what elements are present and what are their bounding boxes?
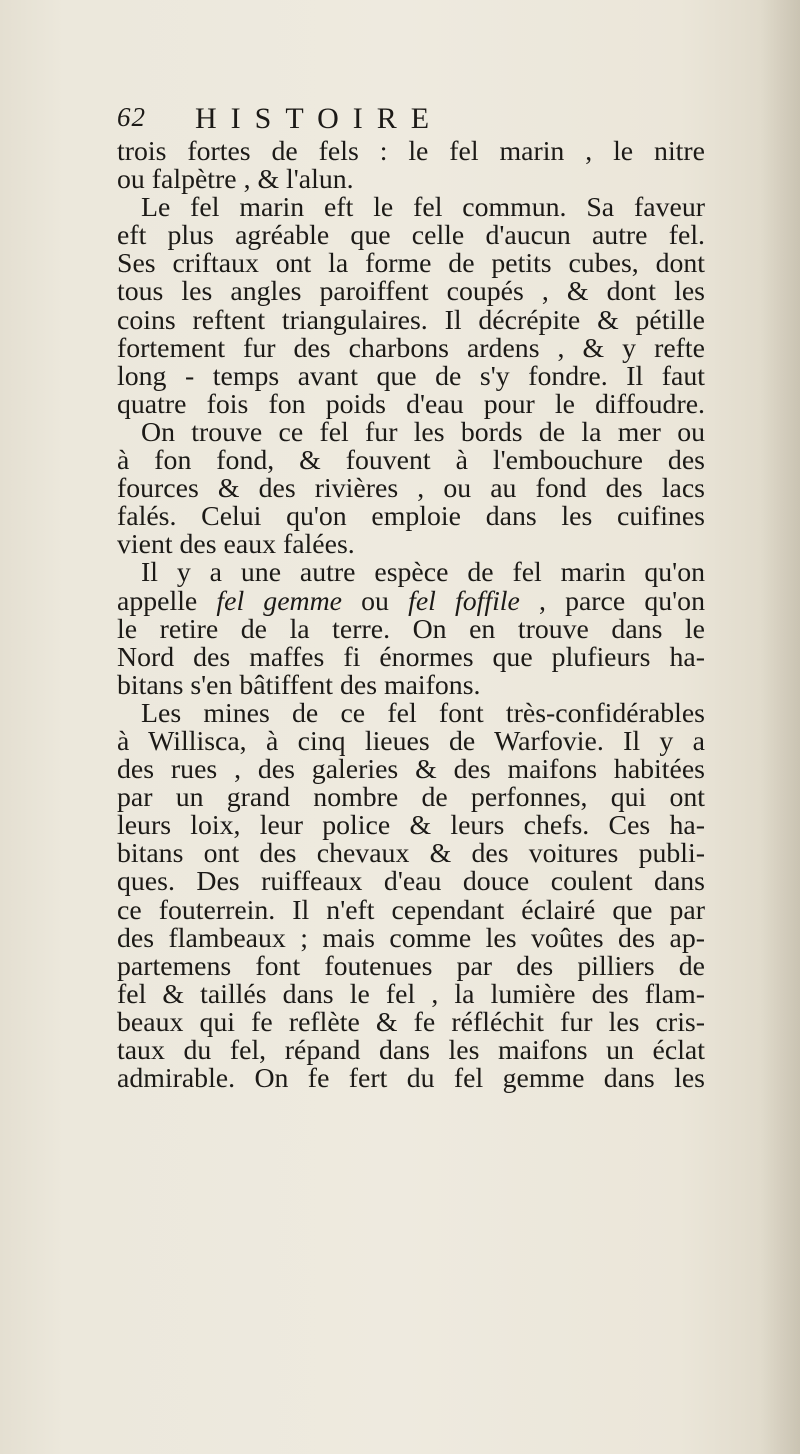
running-head: HISTOIRE — [195, 102, 444, 135]
italic-term: fel foffile — [408, 585, 520, 617]
text-line: ou falpètre , & l'alun. — [117, 164, 354, 196]
text-line: Nord des maffes fi énormes que plufieurs ha- — [117, 641, 705, 673]
text-line: des rues , des galeries & des maifons habitées — [117, 754, 705, 786]
text-line: eft plus agréable que celle d'aucun autre fel. — [117, 220, 705, 252]
body-text — [117, 138, 705, 1093]
text-line: partemens font foutenues par des pilliers de — [117, 950, 705, 982]
page-header — [117, 102, 657, 138]
text-line: par un grand nombre de perfonnes, qui ont — [117, 782, 705, 814]
text-line: bitans ont des chevaux & des voitures publi- — [117, 838, 705, 870]
text-line: admirable. On fe fert du fel gemme dans les — [117, 1063, 705, 1095]
text-line: le retire de la terre. On en trouve dans le — [117, 613, 705, 645]
text-line: fortement fur des charbons ardens , & y refte — [117, 332, 705, 364]
text-line: On trouve ce fel fur les bords de la mer ou — [141, 416, 705, 448]
text-run: ou — [342, 585, 409, 617]
text-line: des flambeaux ; mais comme les voûtes des ap- — [117, 922, 705, 954]
text-line: falés. Celui qu'on emploie dans les cuifines — [117, 501, 705, 533]
italic-term: fel gemme — [216, 585, 343, 617]
text-line: à fon fond, & fouvent à l'embouchure des — [117, 445, 705, 477]
text-line: Il y a une autre espèce de fel marin qu'on — [141, 557, 705, 589]
text-line: long - temps avant que de s'y fondre. Il faut — [117, 360, 705, 392]
text-run: , parce qu'on — [519, 585, 705, 617]
page-number: 62 — [117, 102, 146, 132]
text-line: Les mines de ce fel font très-confidérables — [141, 697, 705, 729]
text-line: tous les angles paroiffent coupés , & dont les — [117, 276, 705, 308]
text-line: ce fouterrein. Il n'eft cependant éclairé que par — [117, 894, 705, 926]
text-line: Ses criftaux ont la forme de petits cubes, dont — [117, 248, 705, 280]
text-run: appelle — [117, 585, 217, 617]
text-line — [117, 585, 705, 617]
text-line: Le fel marin eft le fel commun. Sa faveur — [141, 192, 705, 224]
text-line: fources & des rivières , ou au fond des lacs — [117, 473, 705, 505]
text-line: quatre fois fon poids d'eau pour le diffoudre. — [117, 388, 705, 420]
text-line: trois fortes de fels : le fel marin , le nitre — [117, 136, 705, 167]
text-line: beaux qui fe reflète & fe réfléchit fur les cris- — [117, 1006, 705, 1038]
text-line: fel & taillés dans le fel , la lumière des flam- — [117, 978, 705, 1010]
text-line: leurs loix, leur police & leurs chefs. Ces ha- — [117, 810, 705, 842]
text-line: ques. Des ruiffeaux d'eau douce coulent dans — [117, 866, 705, 898]
text-line: coins reftent triangulaires. Il décrépite & pétille — [117, 304, 705, 336]
text-line: vient des eaux falées. — [117, 529, 355, 561]
text-line: bitans s'en bâtiffent des maifons. — [117, 669, 481, 701]
text-line: taux du fel, répand dans les maifons un éclat — [117, 1035, 705, 1066]
text-line: à Willisca, à cinq lieues de Warfovie. Il y a — [117, 725, 705, 757]
